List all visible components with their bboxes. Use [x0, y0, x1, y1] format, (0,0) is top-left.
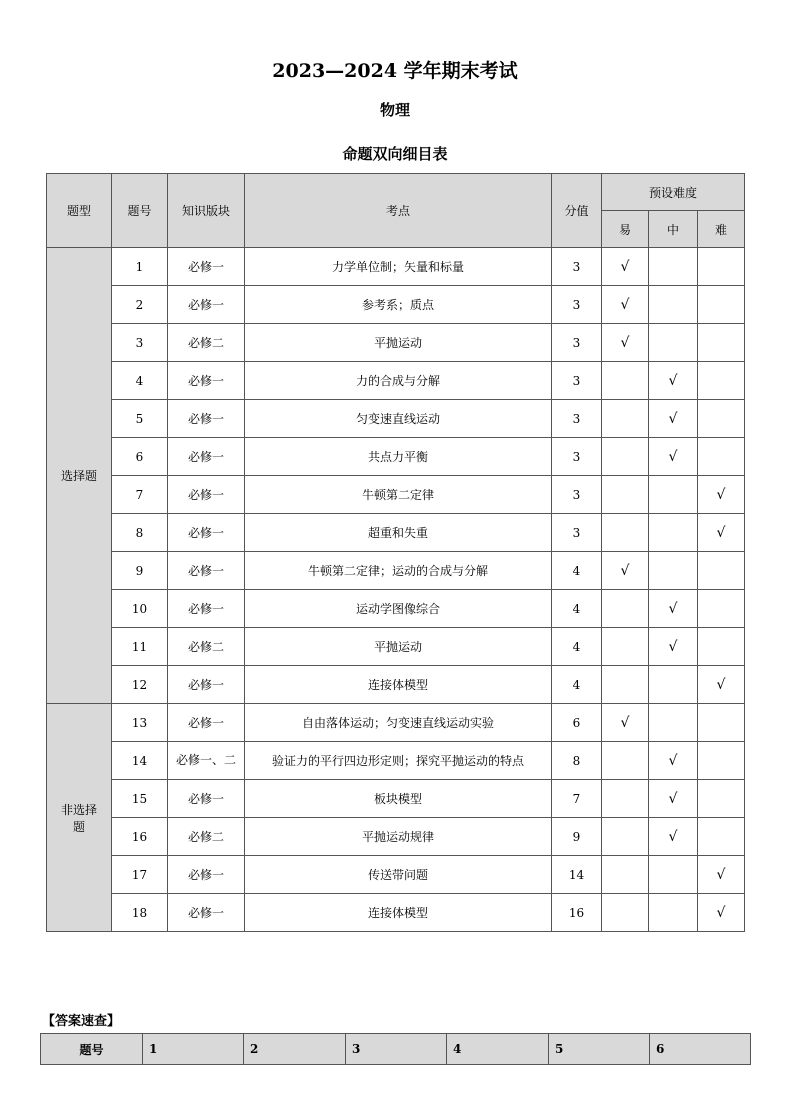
- module-cell: 必修一: [168, 780, 245, 818]
- topic-cell: 自由落体运动；匀变速直线运动实验: [245, 704, 552, 742]
- answer-key-number: 2: [244, 1034, 346, 1065]
- topic-cell: 传送带问题: [245, 856, 552, 894]
- check-mark-icon: √: [668, 600, 678, 617]
- header-number: 题号: [112, 174, 168, 248]
- module-cell: 必修一: [168, 590, 245, 628]
- difficulty-easy-cell: [602, 552, 649, 590]
- difficulty-easy-cell: [602, 704, 649, 742]
- question-number-cell: 16: [112, 818, 168, 856]
- score-cell: 4: [552, 628, 602, 666]
- topic-cell: 平抛运动: [245, 628, 552, 666]
- topic-cell: 力学单位制；矢量和标量: [245, 248, 552, 286]
- difficulty-medium-cell: [649, 666, 698, 704]
- topic-cell: 板块模型: [245, 780, 552, 818]
- difficulty-hard-cell: [698, 856, 745, 894]
- header-module: 知识版块: [168, 174, 245, 248]
- module-cell: 必修一: [168, 666, 245, 704]
- difficulty-hard-cell: [698, 438, 745, 476]
- header-type: 题型: [47, 174, 112, 248]
- table-row: [47, 856, 745, 894]
- topic-cell: 验证力的平行四边形定则；探究平抛运动的特点: [245, 742, 552, 780]
- difficulty-hard-cell: [698, 362, 745, 400]
- module-cell: 必修一: [168, 248, 245, 286]
- check-mark-icon: √: [716, 866, 726, 883]
- question-number-cell: 17: [112, 856, 168, 894]
- difficulty-medium-cell: [649, 362, 698, 400]
- difficulty-easy-cell: [602, 400, 649, 438]
- table-row: [47, 742, 745, 780]
- module-cell: 必修一: [168, 514, 245, 552]
- difficulty-medium-cell: [649, 514, 698, 552]
- difficulty-medium-cell: [649, 856, 698, 894]
- module-cell: 必修二: [168, 628, 245, 666]
- difficulty-hard-cell: [698, 248, 745, 286]
- document-title: 2023—2024 学年期末考试: [272, 60, 518, 82]
- spec-table: [46, 173, 745, 932]
- difficulty-easy-cell: [602, 324, 649, 362]
- check-mark-icon: √: [668, 410, 678, 427]
- check-mark-icon: √: [620, 562, 630, 579]
- answer-key-number: 6: [650, 1034, 751, 1065]
- question-number-cell: 18: [112, 894, 168, 932]
- score-cell: 8: [552, 742, 602, 780]
- difficulty-medium-cell: [649, 628, 698, 666]
- difficulty-hard-cell: [698, 666, 745, 704]
- score-cell: 7: [552, 780, 602, 818]
- question-number-cell: 7: [112, 476, 168, 514]
- table-row: [47, 780, 745, 818]
- difficulty-medium-cell: [649, 552, 698, 590]
- score-cell: 3: [552, 476, 602, 514]
- difficulty-easy-cell: [602, 362, 649, 400]
- table-row: [47, 818, 745, 856]
- score-cell: 4: [552, 590, 602, 628]
- difficulty-easy-cell: [602, 628, 649, 666]
- difficulty-medium-cell: [649, 590, 698, 628]
- check-mark-icon: √: [668, 752, 678, 769]
- table-row: [47, 704, 745, 742]
- topic-cell: 共点力平衡: [245, 438, 552, 476]
- check-mark-icon: √: [716, 904, 726, 921]
- difficulty-medium-cell: [649, 704, 698, 742]
- table-row: [47, 362, 745, 400]
- table-row: [47, 514, 745, 552]
- score-cell: 4: [552, 666, 602, 704]
- answer-key-label: 【答案速查】: [42, 1014, 121, 1029]
- module-cell: 必修一、二: [168, 742, 245, 780]
- topic-cell: 超重和失重: [245, 514, 552, 552]
- module-cell: 必修一: [168, 438, 245, 476]
- check-mark-icon: √: [620, 714, 630, 731]
- check-mark-icon: √: [668, 372, 678, 389]
- check-mark-icon: √: [668, 638, 678, 655]
- module-cell: 必修一: [168, 286, 245, 324]
- score-cell: 3: [552, 362, 602, 400]
- answer-key-number: 1: [143, 1034, 244, 1065]
- score-cell: 3: [552, 400, 602, 438]
- difficulty-medium-cell: [649, 438, 698, 476]
- question-number-cell: 12: [112, 666, 168, 704]
- difficulty-easy-cell: [602, 590, 649, 628]
- answer-key-number: 3: [346, 1034, 447, 1065]
- module-cell: 必修一: [168, 856, 245, 894]
- question-number-cell: 8: [112, 514, 168, 552]
- score-cell: 14: [552, 856, 602, 894]
- question-number-cell: 14: [112, 742, 168, 780]
- header-topic: 考点: [245, 174, 552, 248]
- difficulty-easy-cell: [602, 742, 649, 780]
- difficulty-easy-cell: [602, 666, 649, 704]
- check-mark-icon: √: [620, 258, 630, 275]
- difficulty-hard-cell: [698, 476, 745, 514]
- table-row: [47, 552, 745, 590]
- question-number-cell: 2: [112, 286, 168, 324]
- question-number-cell: 6: [112, 438, 168, 476]
- difficulty-medium-cell: [649, 286, 698, 324]
- difficulty-medium-cell: [649, 894, 698, 932]
- difficulty-easy-cell: [602, 856, 649, 894]
- table-row: [47, 286, 745, 324]
- answer-key-number: 5: [549, 1034, 650, 1065]
- module-cell: 必修一: [168, 362, 245, 400]
- difficulty-easy-cell: [602, 780, 649, 818]
- header-hard: 难: [698, 211, 745, 248]
- topic-cell: 力的合成与分解: [245, 362, 552, 400]
- table-row: [47, 666, 745, 704]
- difficulty-hard-cell: [698, 324, 745, 362]
- difficulty-hard-cell: [698, 514, 745, 552]
- module-cell: 必修一: [168, 552, 245, 590]
- header-easy: 易: [602, 211, 649, 248]
- difficulty-medium-cell: [649, 248, 698, 286]
- subject-title: 物理: [379, 101, 410, 119]
- answer-key-number: 4: [447, 1034, 549, 1065]
- difficulty-easy-cell: [602, 286, 649, 324]
- score-cell: 3: [552, 286, 602, 324]
- table-row: [47, 628, 745, 666]
- module-cell: 必修二: [168, 324, 245, 362]
- difficulty-hard-cell: [698, 400, 745, 438]
- difficulty-medium-cell: [649, 742, 698, 780]
- difficulty-hard-cell: [698, 780, 745, 818]
- table-title: 命题双向细目表: [342, 145, 448, 163]
- topic-cell: 连接体模型: [245, 666, 552, 704]
- question-number-cell: 4: [112, 362, 168, 400]
- difficulty-hard-cell: [698, 286, 745, 324]
- check-mark-icon: √: [620, 334, 630, 351]
- topic-cell: 参考系；质点: [245, 286, 552, 324]
- difficulty-hard-cell: [698, 742, 745, 780]
- question-number-cell: 3: [112, 324, 168, 362]
- difficulty-easy-cell: [602, 514, 649, 552]
- check-mark-icon: √: [716, 524, 726, 541]
- topic-cell: 平抛运动规律: [245, 818, 552, 856]
- difficulty-easy-cell: [602, 438, 649, 476]
- score-cell: 16: [552, 894, 602, 932]
- topic-cell: 平抛运动: [245, 324, 552, 362]
- difficulty-easy-cell: [602, 248, 649, 286]
- score-cell: 6: [552, 704, 602, 742]
- table-row: [47, 248, 745, 286]
- score-cell: 3: [552, 438, 602, 476]
- question-number-cell: 15: [112, 780, 168, 818]
- difficulty-hard-cell: [698, 628, 745, 666]
- question-number-cell: 10: [112, 590, 168, 628]
- difficulty-hard-cell: [698, 894, 745, 932]
- module-cell: 必修二: [168, 818, 245, 856]
- difficulty-hard-cell: [698, 590, 745, 628]
- difficulty-medium-cell: [649, 818, 698, 856]
- module-cell: 必修一: [168, 704, 245, 742]
- score-cell: 4: [552, 552, 602, 590]
- header-medium: 中: [649, 211, 698, 248]
- check-mark-icon: √: [716, 486, 726, 503]
- check-mark-icon: √: [716, 676, 726, 693]
- difficulty-medium-cell: [649, 400, 698, 438]
- module-cell: 必修一: [168, 894, 245, 932]
- check-mark-icon: √: [668, 790, 678, 807]
- check-mark-icon: √: [668, 448, 678, 465]
- difficulty-easy-cell: [602, 894, 649, 932]
- score-cell: 3: [552, 324, 602, 362]
- table-row: [47, 400, 745, 438]
- difficulty-hard-cell: [698, 552, 745, 590]
- check-mark-icon: √: [620, 296, 630, 313]
- topic-cell: 连接体模型: [245, 894, 552, 932]
- topic-cell: 匀变速直线运动: [245, 400, 552, 438]
- difficulty-medium-cell: [649, 324, 698, 362]
- topic-cell: 牛顿第二定律: [245, 476, 552, 514]
- score-cell: 3: [552, 248, 602, 286]
- table-row: [47, 476, 745, 514]
- module-cell: 必修一: [168, 476, 245, 514]
- question-type-cell: 选择题: [47, 248, 112, 704]
- table-row: [47, 590, 745, 628]
- header-score: 分值: [552, 174, 602, 248]
- answer-key-row: [41, 1034, 751, 1065]
- question-number-cell: 9: [112, 552, 168, 590]
- difficulty-easy-cell: [602, 818, 649, 856]
- question-number-cell: 11: [112, 628, 168, 666]
- question-number-cell: 5: [112, 400, 168, 438]
- answer-key-table: [40, 1033, 751, 1065]
- table-row: [47, 324, 745, 362]
- difficulty-medium-cell: [649, 476, 698, 514]
- difficulty-easy-cell: [602, 476, 649, 514]
- check-mark-icon: √: [668, 828, 678, 845]
- question-type-cell: 非选择题: [47, 704, 112, 932]
- table-row: [47, 438, 745, 476]
- topic-cell: 牛顿第二定律；运动的合成与分解: [245, 552, 552, 590]
- question-number-cell: 1: [112, 248, 168, 286]
- score-cell: 3: [552, 514, 602, 552]
- header-difficulty: 预设难度: [602, 174, 745, 211]
- difficulty-hard-cell: [698, 704, 745, 742]
- module-cell: 必修一: [168, 400, 245, 438]
- table-row: [47, 894, 745, 932]
- topic-cell: 运动学图像综合: [245, 590, 552, 628]
- question-number-cell: 13: [112, 704, 168, 742]
- score-cell: 9: [552, 818, 602, 856]
- answer-key-row-label: 题号: [41, 1034, 143, 1065]
- difficulty-medium-cell: [649, 780, 698, 818]
- difficulty-hard-cell: [698, 818, 745, 856]
